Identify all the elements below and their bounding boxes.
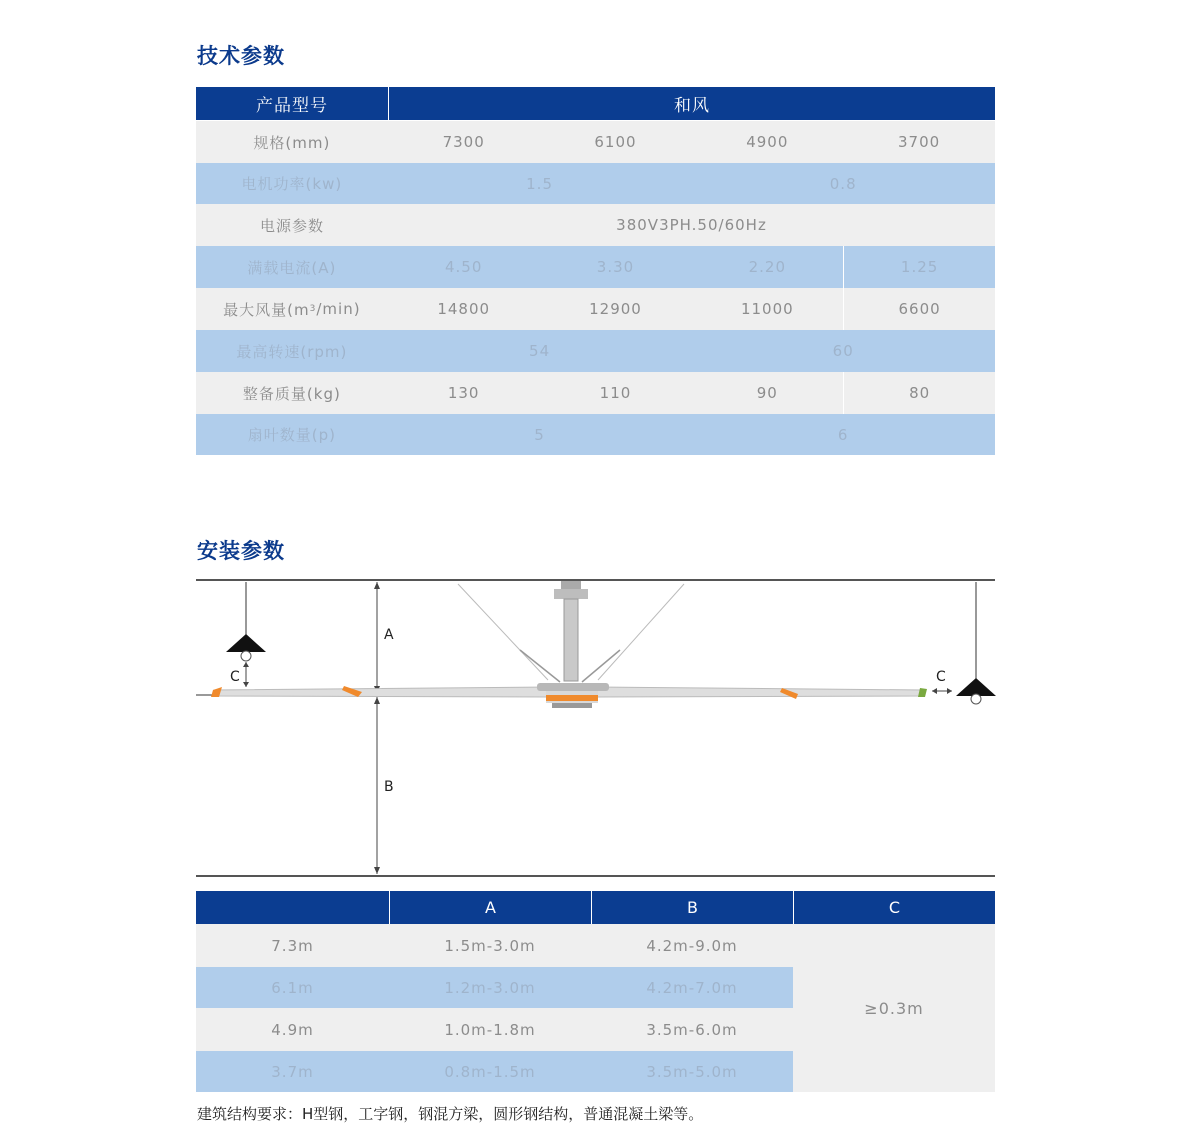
arrow-a-top [374, 582, 380, 589]
arrow-b-bottom [374, 867, 380, 874]
arrow-c-left-top [243, 662, 249, 667]
arrow-c-left-bottom [243, 682, 249, 687]
size-cell: 6.1m [271, 978, 314, 997]
value-cell: 6600 [843, 288, 995, 330]
value-cell: 90 [756, 384, 778, 402]
blade-left [214, 687, 550, 697]
a-cell: 1.2m-3.0m [444, 978, 536, 997]
header-a: A [389, 891, 591, 924]
value-cell: 6 [837, 425, 849, 444]
value-cell: 130 [447, 384, 480, 402]
lamp-shade-right [956, 678, 996, 696]
motor-cap [552, 703, 592, 708]
row-label-sup: 3 [309, 304, 317, 314]
motor-band [546, 695, 598, 701]
value-cell: 12900 [589, 300, 642, 318]
row-label: 满载电流(A) [247, 258, 337, 277]
value-cell: 3.30 [596, 258, 635, 276]
install-section-title: 安装参数 [197, 539, 285, 563]
label-c-left: C [230, 669, 240, 685]
b-cell: 3.5m-5.0m [646, 1062, 738, 1081]
install-row [196, 967, 793, 1008]
b-cell: 4.2m-7.0m [646, 978, 738, 997]
header-size [196, 891, 389, 924]
spec-header-value: 和风 [388, 87, 995, 120]
value-cell: 11000 [740, 300, 794, 318]
install-table-header [196, 891, 995, 924]
mount-bracket [554, 589, 588, 599]
value-cell: 80 [843, 372, 995, 414]
blade-right [596, 687, 924, 697]
lamp-shade-left [226, 634, 266, 652]
guy-wire [598, 584, 684, 680]
row-label: 扇叶数量(p) [247, 426, 336, 444]
a-cell: 0.8m-1.5m [444, 1062, 536, 1081]
install-row [196, 924, 793, 967]
value-cell: 4.50 [444, 258, 483, 276]
value-cell: 3700 [898, 133, 941, 151]
row-label-post: /min) [316, 300, 361, 318]
row-label: 最高转速(rpm) [236, 342, 348, 361]
value-cell: 4900 [746, 133, 789, 151]
header-b: B [591, 891, 793, 924]
row-label: 电源参数 [259, 216, 324, 235]
value-cell: 60 [832, 342, 854, 360]
hub-plate [537, 683, 609, 691]
row-label: 整备质量(kg) [242, 384, 341, 403]
b-cell: 3.5m-6.0m [646, 1020, 738, 1039]
value-cell: 380V3PH.50/60Hz [616, 216, 767, 234]
a-cell: 1.5m-3.0m [444, 936, 536, 955]
value-cell: 6100 [594, 133, 637, 151]
arrow-b-top [374, 697, 380, 704]
size-cell: 7.3m [271, 936, 314, 955]
size-cell: 3.7m [271, 1062, 314, 1081]
spec-header-label: 产品型号 [256, 96, 328, 116]
blade-tip-right [918, 688, 927, 697]
value-cell: 14800 [437, 300, 491, 318]
row-label: 规格(mm) [253, 133, 331, 152]
lamp-bulb-left [241, 651, 251, 661]
spec-section-title: 技术参数 [197, 44, 285, 68]
value-cell: 110 [599, 384, 632, 402]
guy-wire [520, 650, 560, 682]
install-row [196, 1008, 793, 1051]
row-label-pre: 最大风量(m [223, 300, 310, 319]
downrod [564, 599, 578, 681]
size-cell: 4.9m [271, 1020, 314, 1039]
arrow-c-right-right [947, 688, 952, 694]
header-c: C [793, 891, 995, 924]
value-cell: 0.8 [829, 174, 857, 193]
c-value-cell: ≥0.3m [793, 924, 995, 1092]
label-b: B [384, 779, 394, 795]
arrow-c-right-left [932, 688, 937, 694]
ceiling-mount [561, 581, 581, 589]
value-cell: 2.20 [748, 258, 786, 276]
guy-wire [458, 584, 548, 680]
label-a: A [384, 627, 394, 643]
value-cell: 54 [529, 342, 551, 360]
label-c-right: C [936, 669, 946, 685]
install-row [196, 1051, 793, 1092]
a-cell: 1.0m-1.8m [444, 1020, 536, 1039]
structure-note: 建筑结构要求：H型钢，工字钢，钢混方梁，圆形钢结构，普通混凝土梁等。 [197, 1105, 704, 1123]
value-cell: 5 [534, 425, 545, 444]
value-cell: 1.25 [843, 246, 995, 288]
lamp-bulb-right [971, 694, 981, 704]
row-label: 电机功率(kw) [241, 175, 343, 193]
value-cell: 7300 [442, 133, 485, 151]
value-cell: 1.5 [526, 174, 553, 193]
b-cell: 4.2m-9.0m [646, 936, 738, 955]
